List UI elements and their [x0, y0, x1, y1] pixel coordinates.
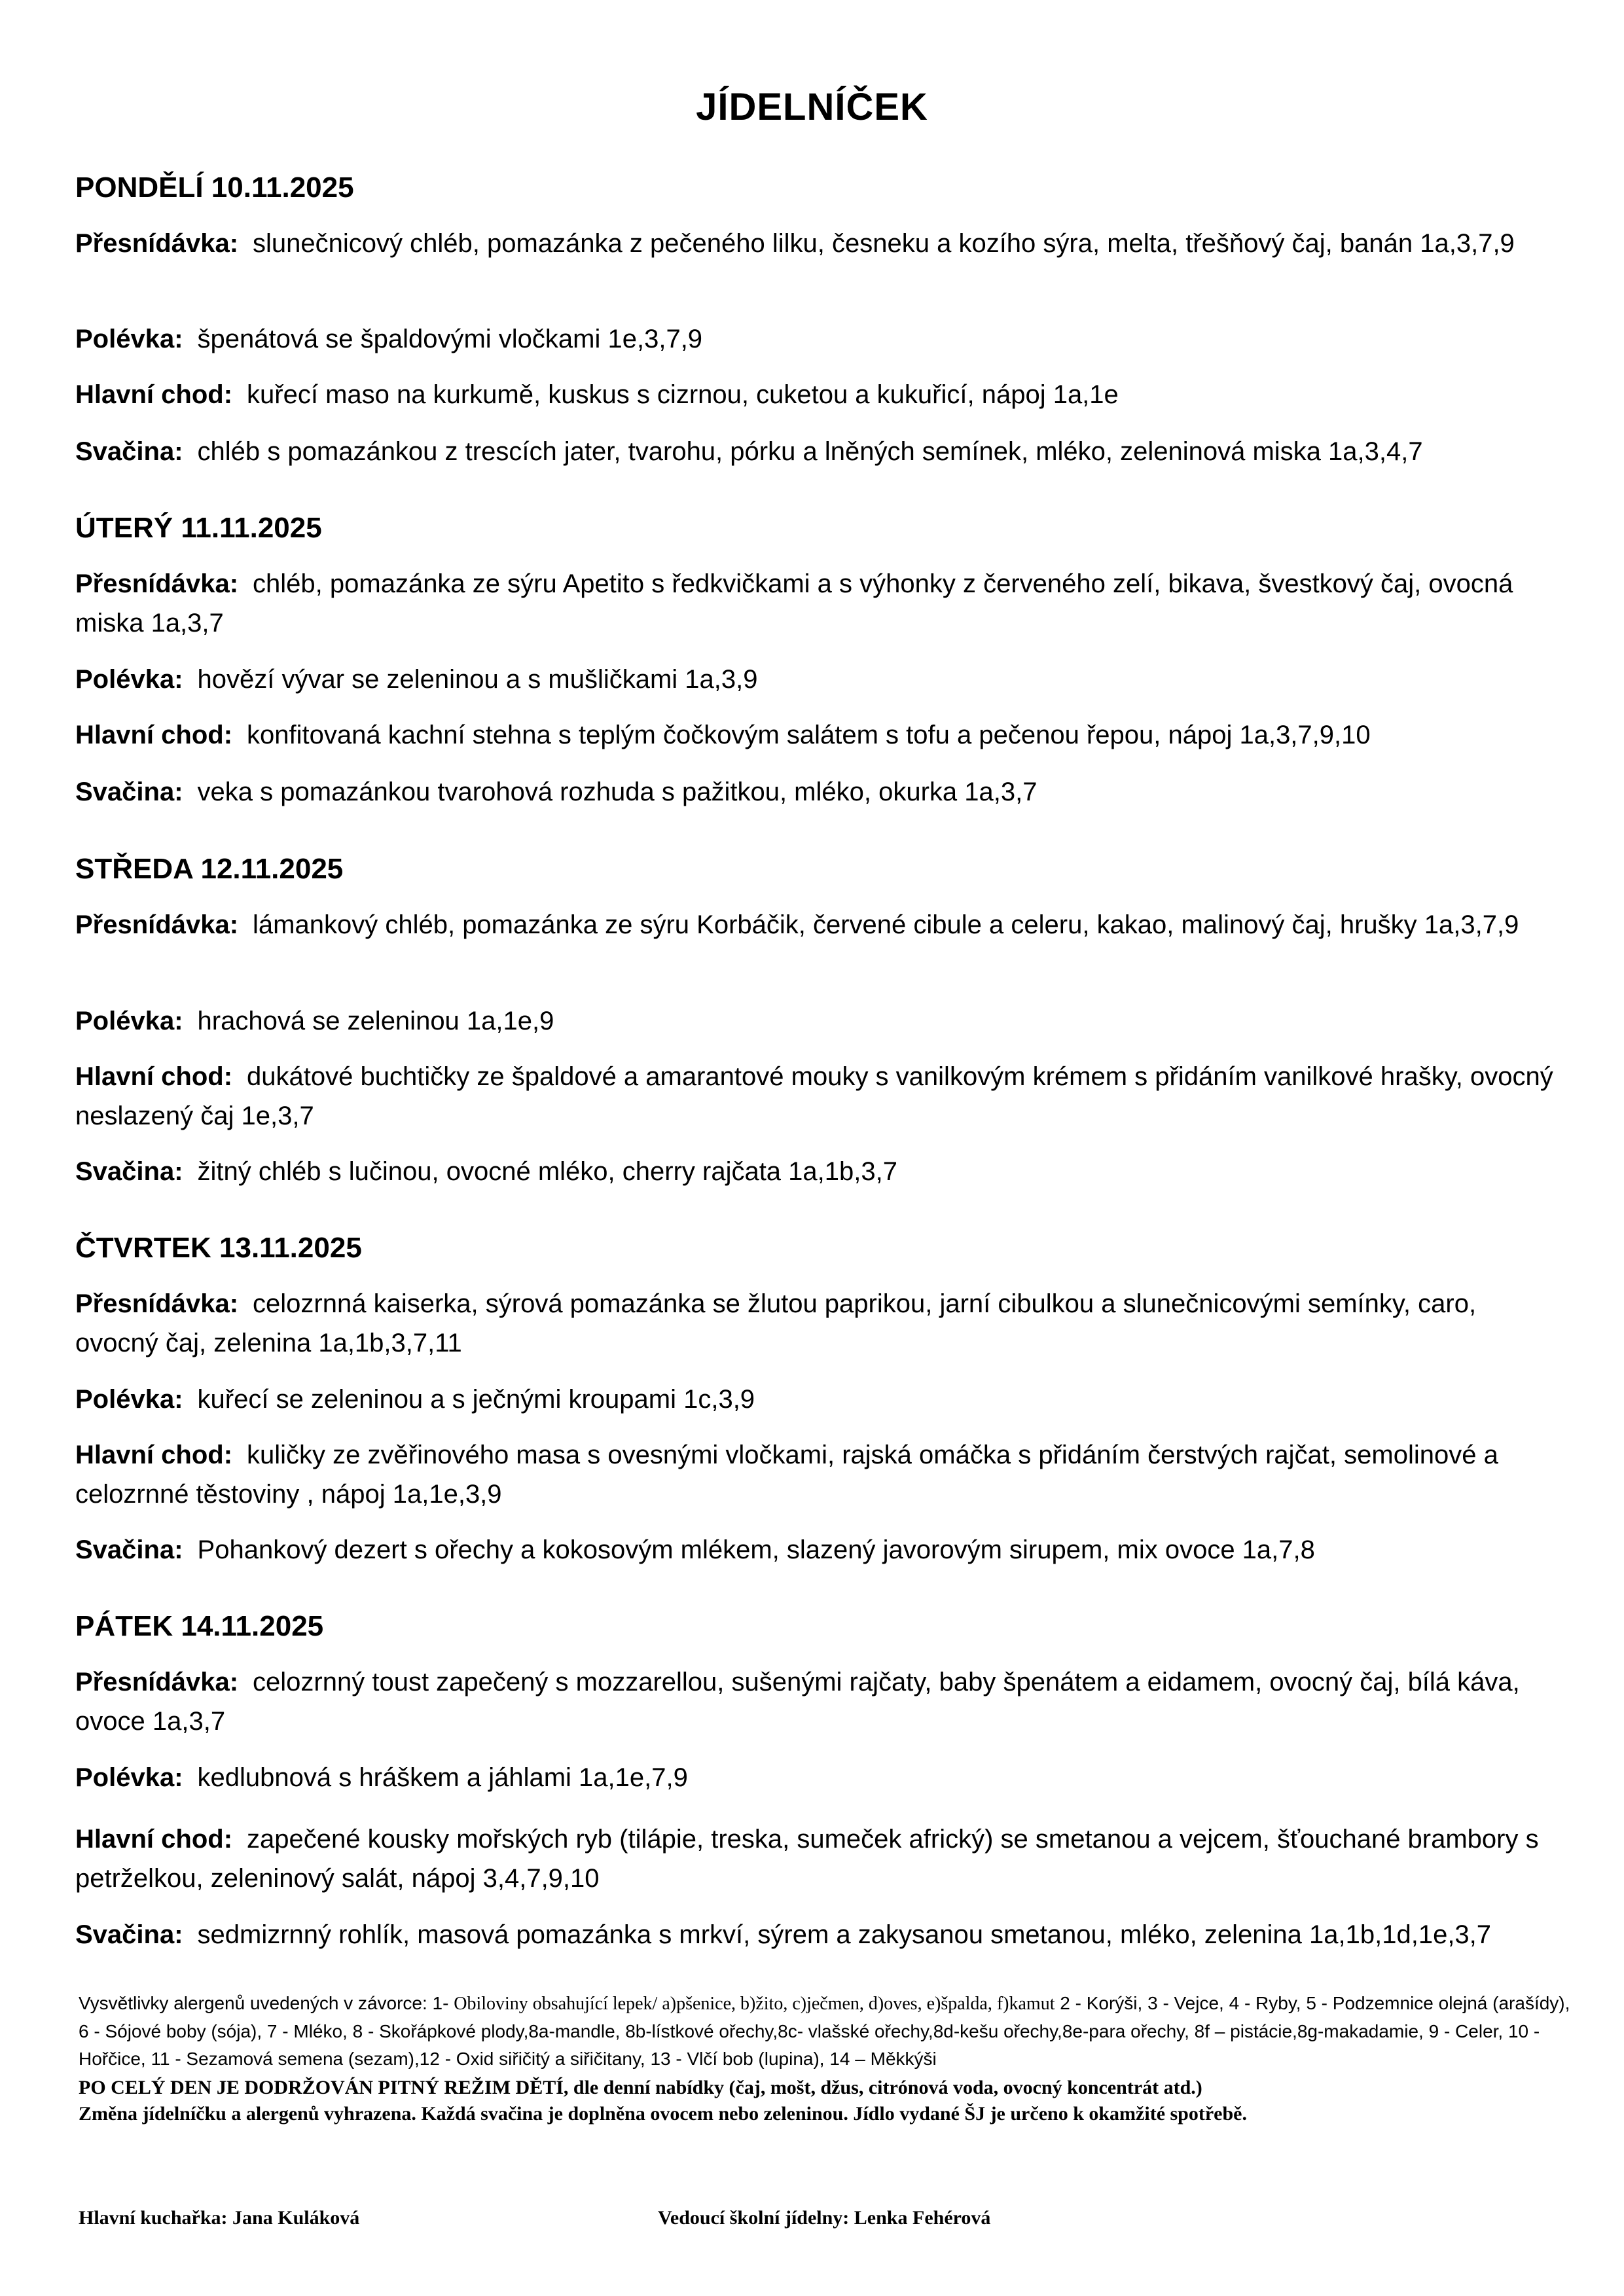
meal-text: kedlubnová s hráškem a jáhlami 1a,1e,7,9 — [197, 1763, 688, 1792]
notice-bold: PO CELÝ DEN JE DODRŽOVÁN PITNÝ REŽIM DĚTÍ, — [79, 2077, 569, 2098]
meal-label: Hlavní chod: — [75, 380, 233, 409]
meal-text: konfitovaná kachní stehna s teplým čočkovým salátem s tofu a pečenou řepou, nápoj 1a,3,7,9,10 — [247, 721, 1371, 749]
notice-rest: dle denní nabídky (čaj, mošt, džus, citrónová voda, ovocný koncentrát atd.) — [573, 2077, 1202, 2098]
meal-monday-soup — [75, 319, 1555, 359]
meal-label: Přesnídávka: — [75, 1668, 239, 1696]
day-heading-tuesday: ÚTERÝ 11.11.2025 — [75, 512, 322, 544]
meal-text: kuličky ze zvěřinového masa s ovesnými vločkami, rajská omáčka s přidáním čerstvých rajčat, semolinové a celozrnné těstoviny , nápoj 1a,1e,3,9 — [75, 1441, 1498, 1509]
meal-friday-main — [75, 1820, 1555, 1898]
meal-monday-snack-pm — [75, 432, 1555, 471]
meal-tuesday-snack-am — [75, 564, 1555, 643]
meal-text: celozrnný toust zapečený s mozzarellou, sušenými rajčaty, baby špenátem a eidamem, ovocný čaj, bílá káva, ovoce 1a,3,7 — [75, 1668, 1520, 1736]
meal-thursday-soup — [75, 1380, 1555, 1419]
meal-text: lámankový chléb, pomazánka ze sýru Korbáčik, červené cibule a celeru, kakao, malinový čaj, hrušky 1a,3,7,9 — [253, 910, 1519, 939]
day-heading-friday: PÁTEK 14.11.2025 — [75, 1610, 324, 1642]
meal-text: kuřecí maso na kurkumě, kuskus s cizrnou, cuketou a kukuřicí, nápoj 1a,1e — [247, 380, 1119, 409]
meal-friday-snack-am — [75, 1662, 1555, 1741]
meal-label: Svačina: — [75, 1535, 183, 1564]
meal-wednesday-snack-pm — [75, 1152, 1555, 1191]
legend-prefix: Vysvětlivky alergenů uvedených v závorce: 1- — [79, 1993, 449, 2013]
day-heading-thursday: ČTVRTEK 13.11.2025 — [75, 1232, 362, 1264]
meal-text: celozrnná kaiserka, sýrová pomazánka se žlutou paprikou, jarní cibulkou a slunečnicovými semínky, caro, ovocný čaj, zelenina 1a,1b,3,7,11 — [75, 1289, 1477, 1357]
meal-label: Přesnídávka: — [75, 569, 239, 598]
meal-text: veka s pomazánkou tvarohová rozhuda s pažitkou, mléko, okurka 1a,3,7 — [197, 778, 1038, 806]
meal-friday-snack-pm — [75, 1915, 1555, 1954]
meal-text: žitný chléb s lučinou, ovocné mléko, cherry rajčata 1a,1b,3,7 — [197, 1157, 897, 1186]
meal-tuesday-soup — [75, 660, 1555, 699]
meal-tuesday-main — [75, 715, 1555, 755]
meal-tuesday-snack-pm — [75, 772, 1555, 812]
meal-text: Pohankový dezert s ořechy a kokosovým mlékem, slazený javorovým sirupem, mix ovoce 1a,7,8 — [197, 1535, 1315, 1564]
meal-label: Svačina: — [75, 1157, 183, 1186]
meal-label: Svačina: — [75, 437, 183, 466]
meal-text: chléb s pomazánkou z trescích jater, tvarohu, pórku a lněných semínek, mléko, zeleninová miska 1a,3,4,7 — [197, 437, 1423, 466]
legend-rest: 2 - Korýši, 3 - Vejce, 4 - Ryby, 5 - Podzemnice olejná (arašídy), 6 - Sójové boby (sója), 7 - Mléko, 8 - Skořápkové plody,8a-mandle, 8b-lístkové ořechy,8c- vlašské ořechy,8d-kešu ořechy,8e-para ořechy, 8f – pistácie,8g-makadamie, 9 - Celer, 10 - Hořčice, 11 - Sezamová semena (sezam),12 - Oxid siřičitý a siřičitany, 13 - Vlčí bob (lupina), 14 – Měkkýši — [79, 1993, 1570, 2069]
meal-monday-main — [75, 375, 1555, 414]
meal-thursday-snack-pm — [75, 1530, 1555, 1570]
meal-label: Svačina: — [75, 778, 183, 806]
meal-wednesday-snack-am — [75, 905, 1555, 944]
meal-label: Hlavní chod: — [75, 721, 233, 749]
meal-label: Hlavní chod: — [75, 1441, 233, 1469]
meal-wednesday-main — [75, 1057, 1555, 1136]
canteen-manager: Vedoucí školní jídelny: Lenka Fehérová — [658, 2207, 991, 2229]
meal-label: Přesnídávka: — [75, 1289, 239, 1318]
meal-monday-snack-am — [75, 224, 1555, 263]
meal-thursday-snack-am — [75, 1284, 1555, 1363]
day-heading-monday: PONDĚLÍ 10.11.2025 — [75, 171, 354, 204]
meal-thursday-main — [75, 1435, 1555, 1514]
meal-text: sedmizrnný rohlík, masová pomazánka s mrkví, sýrem a zakysanou smetanou, mléko, zelenina 1a,1b,1d,1e,3,7 — [197, 1920, 1492, 1949]
meal-label: Polévka: — [75, 1385, 183, 1414]
meal-label: Polévka: — [75, 665, 183, 694]
meal-text: slunečnicový chléb, pomazánka z pečeného lilku, česneku a kozího sýra, melta, třešňový čaj, banán 1a,3,7,9 — [253, 229, 1515, 258]
legend-cereals: Obiloviny obsahující lepek/ a)pšenice, b)žito, c)ječmen, d)oves, e)špalda, f)kamut — [454, 1994, 1055, 2014]
meal-text: zapečené kousky mořských ryb (tilápie, treska, sumeček africký) se smetanou a vejcem, šťouchané brambory s petrželkou, zeleninový salát, nápoj 3,4,7,9,10 — [75, 1825, 1539, 1893]
meal-label: Svačina: — [75, 1920, 183, 1949]
meal-text: hrachová se zeleninou 1a,1e,9 — [197, 1007, 554, 1035]
meal-label: Hlavní chod: — [75, 1825, 233, 1854]
meal-label: Polévka: — [75, 1007, 183, 1035]
meal-wednesday-soup — [75, 1001, 1555, 1041]
notice-bold: Změna jídelníčku a alergenů vyhrazena. Každá svačina je doplněna ovocem nebo zeleninou. Jídlo vydané ŠJ je určeno k okamžité spotřebě. — [79, 2103, 1247, 2125]
meal-text: kuřecí se zeleninou a s ječnými kroupami 1c,3,9 — [197, 1385, 755, 1414]
meal-text: špenátová se špaldovými vločkami 1e,3,7,9 — [197, 325, 703, 353]
allergen-legend — [79, 1990, 1571, 2073]
change-notice — [79, 2101, 1584, 2127]
drinking-notice — [79, 2075, 1584, 2101]
meal-text: chléb, pomazánka ze sýru Apetito s ředkvičkami a s výhonky z červeného zelí, bikava, švestkový čaj, ovocná miska 1a,3,7 — [75, 569, 1513, 637]
day-heading-wednesday: STŘEDA 12.11.2025 — [75, 853, 344, 885]
meal-label: Přesnídávka: — [75, 229, 239, 258]
meal-label: Polévka: — [75, 1763, 183, 1792]
page-title: JÍDELNÍČEK — [696, 86, 928, 128]
meal-label: Hlavní chod: — [75, 1062, 233, 1091]
meal-text: hovězí vývar se zeleninou a s mušličkami 1a,3,9 — [197, 665, 758, 694]
meal-text: dukátové buchtičky ze špaldové a amarantové mouky s vanilkovým krémem s přidáním vanilkové hrašky, ovocný neslazený čaj 1e,3,7 — [75, 1062, 1553, 1130]
meal-friday-soup — [75, 1758, 1555, 1797]
meal-label: Přesnídávka: — [75, 910, 239, 939]
head-cook: Hlavní kuchařka: Jana Kuláková — [79, 2207, 360, 2229]
meal-label: Polévka: — [75, 325, 183, 353]
